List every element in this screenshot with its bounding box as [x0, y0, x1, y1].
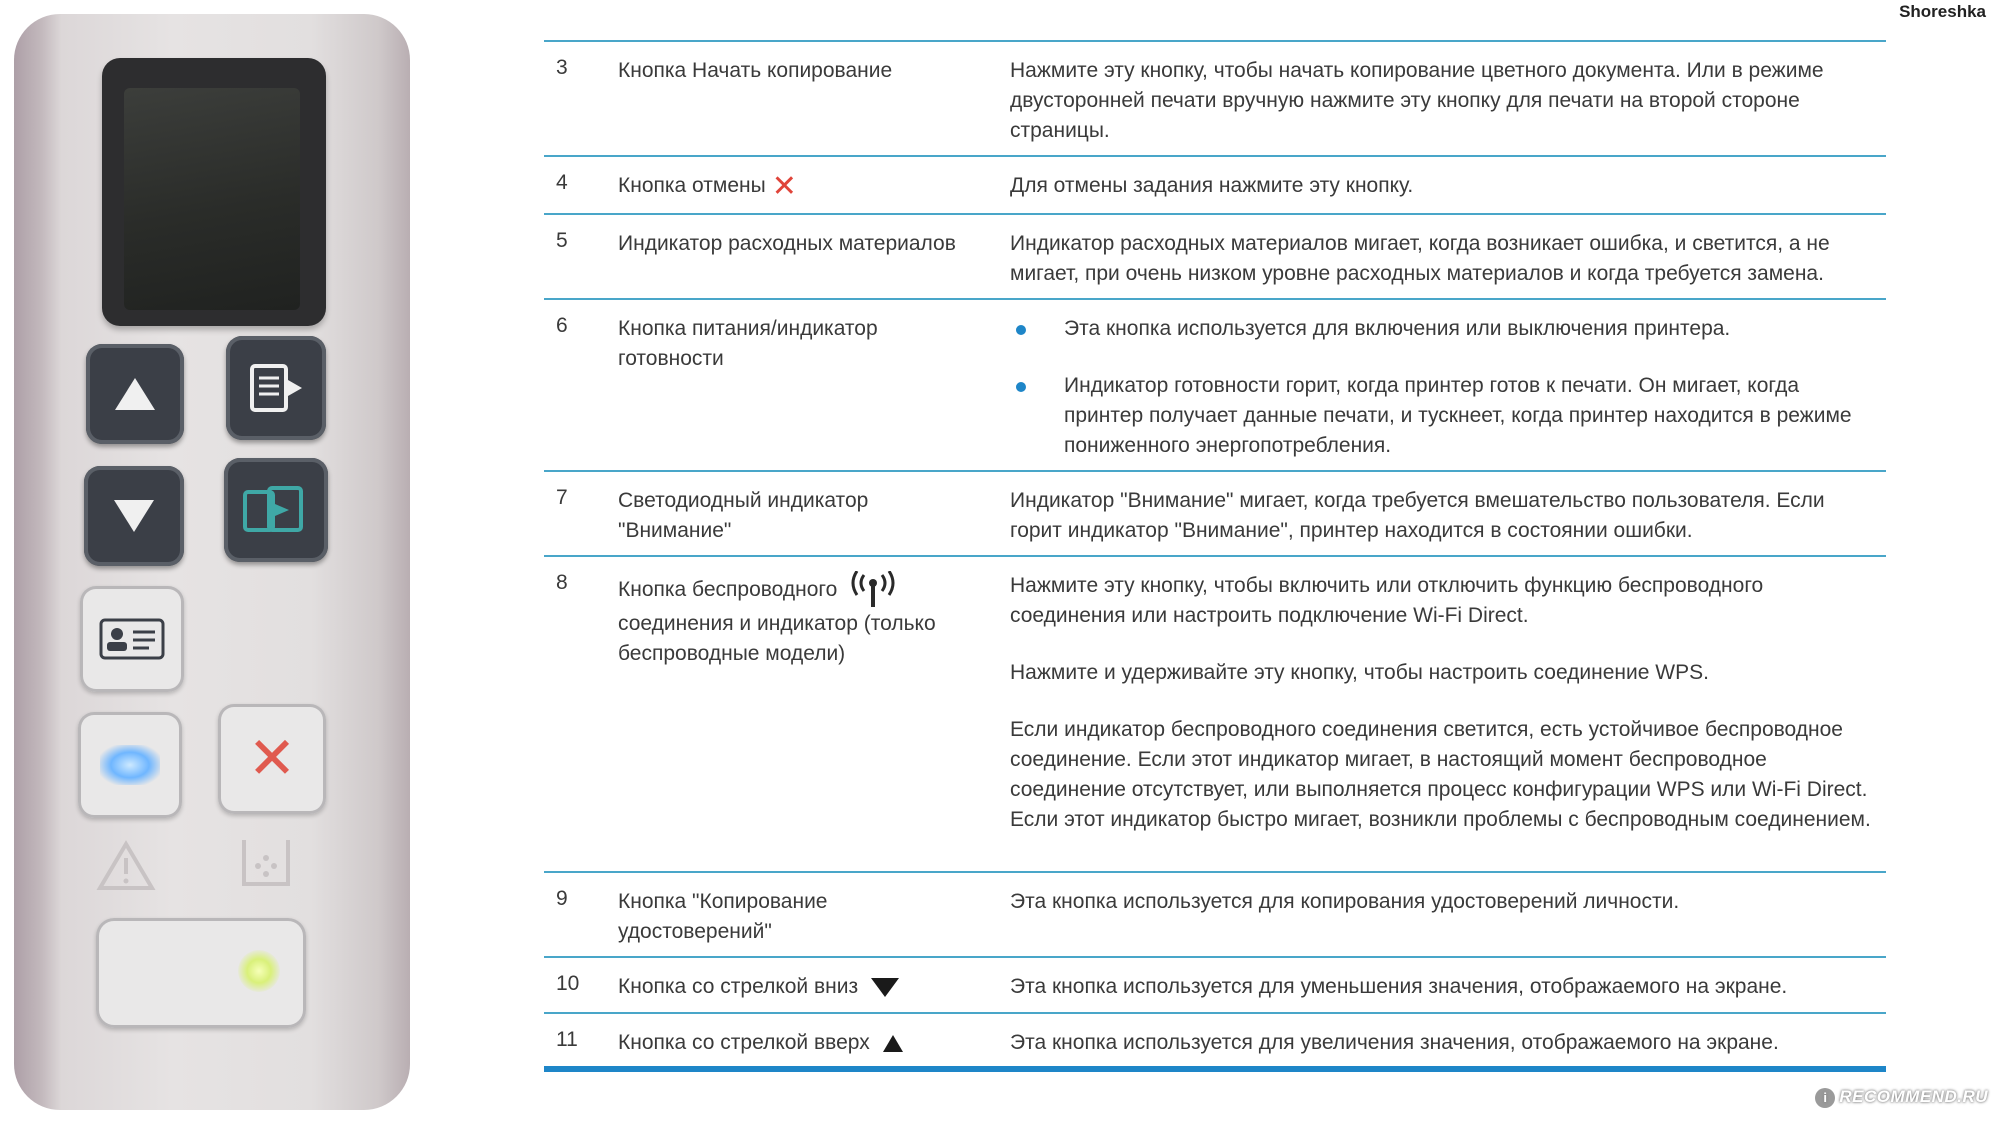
row-number: 6 — [556, 314, 568, 337]
lcd-screen — [102, 58, 326, 326]
row-name: Кнопка Начать копирование — [618, 59, 893, 82]
recommend-logo-icon: i — [1815, 1088, 1835, 1108]
watermark — [1815, 1087, 1988, 1108]
table-row — [544, 40, 1886, 155]
row-description — [1010, 1028, 1876, 1058]
triangle-up-icon — [882, 1033, 904, 1053]
x-icon: ✕ — [247, 726, 297, 791]
row-name-text: Кнопка беспроводного — [618, 578, 838, 601]
row-description — [1010, 486, 1876, 546]
copy-document-icon — [244, 360, 308, 416]
triangle-up-icon — [115, 378, 155, 410]
id-card-icon — [97, 616, 167, 662]
lcd-display — [124, 88, 300, 310]
row-name: Светодиодный индикатор "Внимание" — [618, 489, 869, 542]
row-number: 11 — [556, 1028, 578, 1051]
wireless-button[interactable] — [78, 712, 182, 818]
attention-warning-icon — [96, 840, 156, 892]
description-text: Эта кнопка используется для копирования удостоверений личности. — [1010, 890, 1680, 913]
table-row — [544, 1012, 1886, 1072]
printer-panel-photo — [14, 14, 410, 1110]
triangle-down-icon — [870, 976, 900, 998]
description-text: Для отмены задания нажмите эту кнопку. — [1010, 174, 1414, 197]
bullet-text: Индикатор готовности горит, когда принтер готов к печати. Он мигает, когда принтер получает данные печати, и тускнеет, когда принтер находится в режиме пониженного энергопотребления. — [1064, 374, 1852, 457]
row-name — [618, 1028, 958, 1058]
bullet-item — [1010, 314, 1876, 344]
triangle-down-icon — [114, 500, 154, 532]
description-text: Если индикатор беспроводного соединения светится, есть устойчивое беспроводное соединение. Если этот индикатор мигает, в настоящий момент беспроводное соединение отсутствует, или выполняется процесс конфигурации WPS или Wi-Fi Direct. Если этот индикатор быстро мигает, возникли проблемы с беспроводным соединением. — [1010, 718, 1871, 831]
power-button[interactable] — [96, 918, 306, 1028]
table-row — [544, 871, 1886, 956]
bullet-text: Эта кнопка используется для включения или выключения принтера. — [1064, 317, 1731, 340]
power-ready-led-icon — [238, 950, 280, 992]
wireless-antenna-icon — [849, 571, 897, 609]
table-row — [544, 213, 1886, 298]
description-text: Индикатор расходных материалов мигает, когда возникает ошибка, и светится, а не мигает, при очень низком уровне расходных материалов и когда требуется замена. — [1010, 232, 1830, 285]
bullet-dot-icon — [1016, 325, 1026, 335]
table-row — [544, 555, 1886, 871]
color-copy-icon — [239, 482, 313, 538]
description-text: Нажмите эту кнопку, чтобы включить или отключить функцию беспроводного соединения или настроить подключение Wi-Fi Direct. — [1010, 574, 1764, 627]
row-name: Кнопка "Копирование удостоверений" — [618, 890, 828, 943]
description-text: Эта кнопка используется для уменьшения значения, отображаемого на экране. — [1010, 975, 1788, 998]
row-description — [1010, 571, 1876, 835]
row-description — [1010, 314, 1876, 461]
row-description — [1010, 229, 1876, 289]
row-number: 7 — [556, 486, 568, 509]
row-description — [1010, 56, 1876, 146]
bullet-item — [1010, 371, 1876, 461]
arrow-down-button[interactable] — [84, 466, 184, 566]
description-text: Индикатор "Внимание" мигает, когда требуется вмешательство пользователя. Если горит индикатор "Внимание", принтер находится в состоянии ошибки. — [1010, 489, 1825, 542]
table-row — [544, 298, 1886, 470]
table-row — [544, 956, 1886, 1012]
control-panel-table — [544, 40, 1886, 1072]
start-copy-button[interactable] — [226, 336, 326, 440]
row-name: Кнопка питания/индикатор готовности — [618, 317, 878, 370]
description-text: Нажмите и удерживайте эту кнопку, чтобы настроить соединение WPS. — [1010, 661, 1709, 684]
row-number: 3 — [556, 56, 568, 79]
wireless-led-icon — [100, 745, 160, 785]
row-name-text: соединения и индикатор (только беспроводные модели) — [618, 612, 936, 666]
arrow-up-button[interactable] — [86, 344, 184, 444]
row-name-text: Кнопка со стрелкой вниз — [618, 975, 859, 998]
color-copy-button[interactable] — [224, 458, 328, 562]
id-copy-button[interactable] — [80, 586, 184, 692]
author-name: Shoreshka — [1899, 2, 1986, 21]
row-name-text: Кнопка со стрелкой вверх — [618, 1031, 870, 1054]
row-number: 5 — [556, 229, 568, 252]
row-name-text: Кнопка отмены — [618, 174, 766, 197]
table-row — [544, 155, 1886, 213]
bullet-dot-icon — [1016, 382, 1026, 392]
supplies-icon — [236, 834, 296, 890]
row-number: 4 — [556, 171, 568, 194]
table-row — [544, 470, 1886, 555]
x-icon: ✕ — [771, 170, 797, 203]
description-text: Эта кнопка используется для увеличения значения, отображаемого на экране. — [1010, 1031, 1779, 1054]
row-number: 9 — [556, 887, 568, 910]
row-name — [618, 571, 958, 669]
row-number: 10 — [556, 972, 580, 995]
row-description — [1010, 887, 1876, 917]
row-description — [1010, 972, 1876, 1002]
row-name — [618, 171, 958, 202]
watermark-text: RECOMMEND.RU — [1839, 1087, 1988, 1106]
row-name — [618, 972, 958, 1002]
row-number: 8 — [556, 571, 568, 594]
cancel-button[interactable] — [218, 704, 326, 814]
description-text: Нажмите эту кнопку, чтобы начать копирование цветного документа. Или в режиме двусторонней печати вручную нажмите эту кнопку для печати на второй стороне страницы. — [1010, 59, 1824, 142]
row-name: Индикатор расходных материалов — [618, 232, 956, 255]
row-description — [1010, 171, 1876, 201]
